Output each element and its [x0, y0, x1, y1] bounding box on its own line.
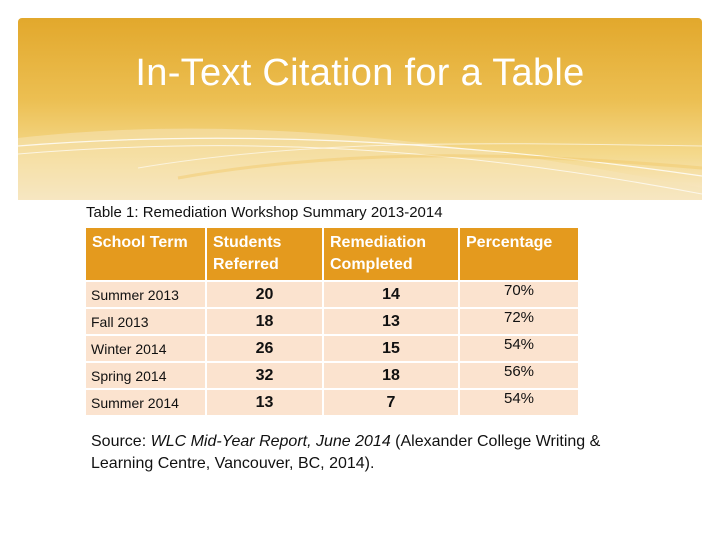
term-cell: Summer 2014 — [86, 390, 205, 415]
percentage-cell: 54% — [460, 336, 578, 361]
percentage-cell: 56% — [460, 363, 578, 388]
table-caption: Table 1: Remediation Workshop Summary 2013-2014 — [86, 204, 443, 221]
table-row — [86, 363, 578, 388]
header-percentage: Percentage — [460, 228, 578, 280]
table-row — [86, 282, 578, 307]
referred-cell: 18 — [207, 309, 322, 334]
completed-cell: 18 — [324, 363, 458, 388]
percentage-cell: 72% — [460, 309, 578, 334]
source-prefix: Source: — [91, 433, 151, 450]
remediation-table — [84, 226, 580, 417]
table-row — [86, 309, 578, 334]
title-banner — [18, 18, 702, 200]
referred-cell: 32 — [207, 363, 322, 388]
referred-cell: 13 — [207, 390, 322, 415]
referred-cell: 26 — [207, 336, 322, 361]
percentage-cell: 70% — [460, 282, 578, 307]
referred-cell: 20 — [207, 282, 322, 307]
source-details: (Alexander College Writing & Learning Centre, Vancouver, BC, 2014). — [91, 433, 601, 472]
header-school-term: School Term — [86, 228, 205, 280]
term-cell: Summer 2013 — [86, 282, 205, 307]
table-row — [86, 336, 578, 361]
table-row — [86, 390, 578, 415]
completed-cell: 7 — [324, 390, 458, 415]
percentage-cell: 54% — [460, 390, 578, 415]
term-cell: Fall 2013 — [86, 309, 205, 334]
completed-cell: 15 — [324, 336, 458, 361]
completed-cell: 13 — [324, 309, 458, 334]
header-remediation-completed: Remediation Completed — [324, 228, 458, 280]
header-students-referred: Students Referred — [207, 228, 322, 280]
source-report-title: WLC Mid-Year Report, June 2014 — [150, 433, 391, 450]
completed-cell: 14 — [324, 282, 458, 307]
source-citation — [91, 431, 611, 475]
term-cell: Winter 2014 — [86, 336, 205, 361]
slide-title: In-Text Citation for a Table — [135, 52, 585, 94]
banner-swoosh-decoration — [18, 18, 702, 200]
table-header-row — [86, 228, 578, 280]
term-cell: Spring 2014 — [86, 363, 205, 388]
